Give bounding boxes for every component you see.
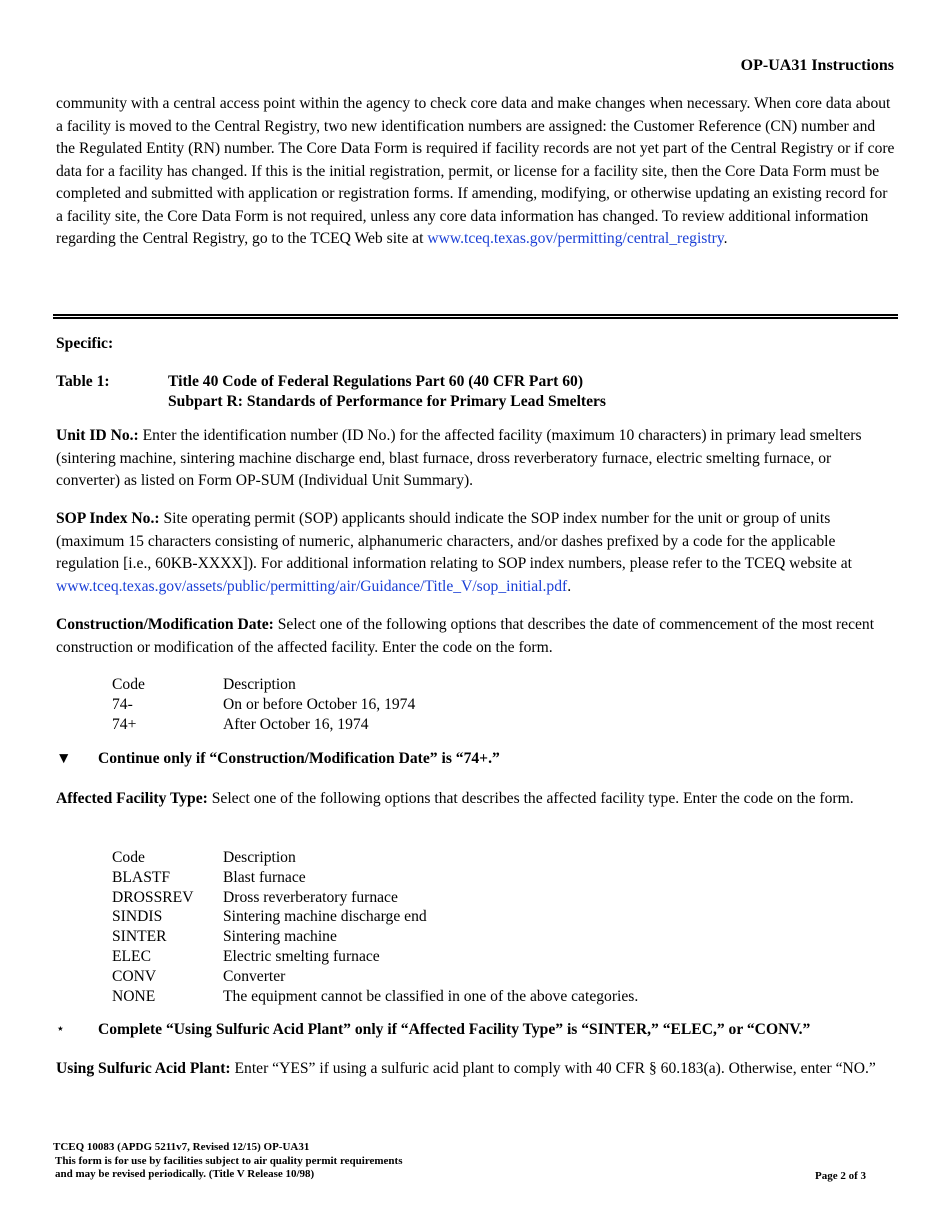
description-cell: Converter	[223, 967, 286, 985]
code-cell: CONV	[112, 967, 157, 985]
intro-end: .	[723, 230, 728, 247]
code-header: Code	[112, 676, 145, 693]
description-cell: The equipment cannot be classified in one of the above categories.	[223, 987, 639, 1005]
sulfuric-label: Using Sulfuric Acid Plant:	[56, 1060, 231, 1077]
description-header: Description	[223, 849, 296, 866]
complete-note	[56, 1021, 898, 1043]
code-cell: DROSSREV	[112, 888, 194, 906]
section-divider	[53, 314, 898, 319]
table1-line2: Subpart R: Standards of Performance for Primary Lead Smelters	[168, 393, 607, 410]
code-header: Code	[112, 849, 145, 866]
sulfuric-text: Enter “YES” if using a sulfuric acid plant to comply with 40 CFR § 60.183(a). Otherwise, enter “NO.”	[230, 1060, 876, 1077]
description-cell: Blast furnace	[223, 868, 306, 886]
footer-notice-line2: and may be revised periodically. (Title V Release 10/98)	[55, 1168, 315, 1180]
code-cell: SINDIS	[112, 908, 163, 926]
construction-paragraph	[56, 614, 898, 659]
description-cell: After October 16, 1974	[223, 715, 369, 733]
description-cell: Dross reverberatory furnace	[223, 888, 398, 906]
construction-label: Construction/Modification Date:	[56, 616, 274, 633]
sop-index-label: SOP Index No.:	[56, 510, 160, 527]
intro-text: community with a central access point within the agency to check core data and make changes when necessary. When core data about a facility is moved to the Central Registry, two new identification numbers are assigned: the Customer Reference (CN) number and the Regulated Entity (RN) number. The Core Data Form is required if facility records are not yet part of the Central Registry or if core data for a facility has changed. If this is the initial registration, permit, or license for a facility site, then the Core Data Form must be completed and submitted with application or registration forms. If amending, modifying, or otherwise updating an existing record for a facility site, the Core Data Form is not required, unless any core data information has changed. To review additional information regarding the Central Registry, go to the TCEQ Web site at	[56, 95, 895, 247]
description-header: Description	[223, 676, 296, 693]
facility-type-text: Select one of the following options that describes the affected facility type. Enter the code on the form.	[207, 790, 854, 807]
continue-note-text: Continue only if “Construction/Modification Date” is “74+.”	[98, 750, 500, 767]
code-cell: 74+	[112, 715, 137, 733]
description-cell: Sintering machine discharge end	[223, 908, 427, 926]
code-cell: 74-	[112, 695, 133, 713]
code-cell: ELEC	[112, 947, 151, 965]
description-cell: Electric smelting furnace	[223, 947, 380, 965]
code-cell: SINTER	[112, 928, 167, 946]
page-header-title: OP-UA31 Instructions	[740, 57, 894, 74]
down-triangle-icon: ▼	[56, 750, 72, 767]
construction-text: Select one of the following options that describes the date of commencement of the most recent construction or modification of the affected facility. Enter the code on the form.	[56, 616, 875, 656]
form-footer	[53, 1141, 403, 1182]
table1-line1: Title 40 Code of Federal Regulations Part 60 (40 CFR Part 60)	[168, 373, 584, 390]
unit-id-paragraph	[56, 425, 898, 493]
specific-heading: Specific:	[56, 335, 114, 352]
table1-label: Table 1:	[56, 373, 110, 390]
complete-note-text: Complete “Using Sulfuric Acid Plant” only if “Affected Facility Type” is “SINTER,” “ELEC,” or “CONV.”	[98, 1021, 811, 1038]
sop-initial-link[interactable]: www.tceq.texas.gov/assets/public/permitting/air/Guidance/Title_V/sop_initial.pdf	[56, 577, 568, 595]
central-registry-link[interactable]: www.tceq.texas.gov/permitting/central_registry	[427, 230, 724, 247]
table1-title	[56, 372, 898, 412]
code-cell: BLASTF	[112, 868, 171, 886]
sop-index-paragraph	[56, 508, 898, 598]
continue-note	[56, 750, 898, 772]
unit-id-label: Unit ID No.:	[56, 427, 139, 444]
intro-paragraph	[56, 93, 898, 251]
code-cell: NONE	[112, 987, 156, 1005]
star-icon: ⋆	[56, 1021, 65, 1037]
sop-index-text: Site operating permit (SOP) applicants should indicate the SOP index number for the unit or group of units (maximum 15 characters consisting of numeric, alphanumeric characters, and/or dashes prefixed by a code for the applicable regulation [i.e., 60KB-XXXX]). For additional information relating to SOP index numbers, please refer to the TCEQ website at	[56, 510, 852, 572]
unit-id-text: Enter the identification number (ID No.) for the affected facility (maximum 10 characters) in primary lead smelters (sintering machine, sintering machine discharge end, blast furnace, dross reverberatory furnace, electric smelting furnace, or converter) as listed on Form OP-SUM (Individual Unit Summary).	[56, 427, 862, 489]
description-cell: On or before October 16, 1974	[223, 695, 416, 713]
footer-notice-line1: This form is for use by facilities subject to air quality permit requirements	[55, 1154, 403, 1167]
description-cell: Sintering machine	[223, 928, 337, 946]
sulfuric-paragraph	[56, 1058, 898, 1081]
sop-index-end: .	[567, 577, 572, 595]
page-number: Page 2 of 3	[814, 1170, 866, 1182]
facility-type-paragraph	[56, 788, 898, 811]
footer-form-id: TCEQ 10083 (APDG 5211v7, Revised 12/15) OP-UA31	[53, 1141, 310, 1153]
facility-type-label: Affected Facility Type:	[56, 790, 208, 807]
